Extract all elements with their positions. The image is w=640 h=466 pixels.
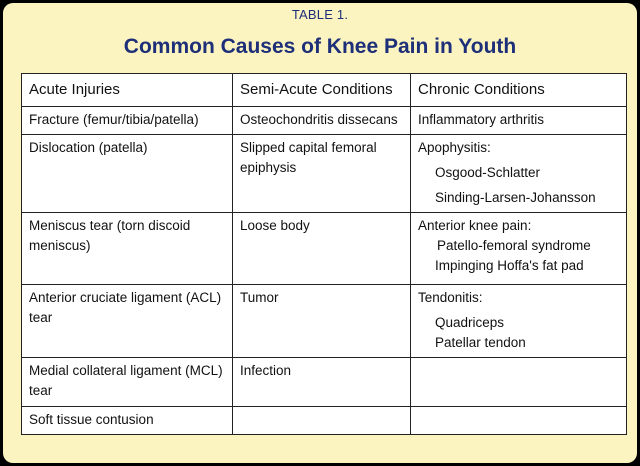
chronic-cell xyxy=(411,213,627,285)
chronic-sub-item: Quadriceps xyxy=(435,315,505,330)
chronic-cell xyxy=(411,135,627,213)
table-panel xyxy=(3,3,637,463)
chronic-sub-item: Osgood-Schlatter xyxy=(435,165,541,180)
acute-cell: Meniscus tear (torn discoid meniscus) xyxy=(22,213,233,285)
semi-acute-cell xyxy=(233,407,411,435)
table-number-label: TABLE 1. xyxy=(291,7,349,22)
chronic-main: Inflammatory arthritis xyxy=(418,112,545,127)
header-semi-acute-conditions: Semi-Acute Conditions xyxy=(233,74,411,107)
chronic-sub-item: Patellar tendon xyxy=(435,335,526,350)
table-row xyxy=(22,135,627,213)
chronic-cell xyxy=(411,107,627,135)
semi-acute-cell: Slipped capital femoral epiphysis xyxy=(233,135,411,213)
chronic-main: Tendonitis: xyxy=(418,290,483,305)
semi-acute-cell: Loose body xyxy=(233,213,411,285)
chronic-cell xyxy=(411,407,627,435)
table-row xyxy=(22,285,627,358)
table-title: Common Causes of Knee Pain in Youth xyxy=(123,35,517,58)
acute-cell: Anterior cruciate ligament (ACL) tear xyxy=(22,285,233,358)
acute-cell: Soft tissue contusion xyxy=(22,407,233,435)
acute-cell: Medial collateral ligament (MCL) tear xyxy=(22,358,233,407)
chronic-cell xyxy=(411,358,627,407)
semi-acute-cell: Infection xyxy=(233,358,411,407)
table-row xyxy=(22,107,627,135)
chronic-sub-item: Sinding-Larsen-Johansson xyxy=(435,190,596,205)
semi-acute-cell: Osteochondritis dissecans xyxy=(233,107,411,135)
semi-acute-cell: Tumor xyxy=(233,285,411,358)
chronic-sub-item: Patello-femoral syndrome xyxy=(437,238,591,253)
acute-cell: Dislocation (patella) xyxy=(22,135,233,213)
chronic-main: Anterior knee pain: xyxy=(418,218,532,233)
header-chronic-conditions: Chronic Conditions xyxy=(411,74,627,107)
table-row xyxy=(22,213,627,285)
table-row xyxy=(22,407,627,435)
header-acute-injuries: Acute Injuries xyxy=(22,74,233,107)
acute-cell: Fracture (femur/tibia/patella) xyxy=(22,107,233,135)
table-row xyxy=(22,358,627,407)
chronic-cell xyxy=(411,285,627,358)
header-row xyxy=(22,74,627,107)
chronic-main: Apophysitis: xyxy=(418,140,491,155)
knee-pain-table xyxy=(21,73,627,435)
chronic-sub-item: Impinging Hoffa's fat pad xyxy=(435,258,584,273)
